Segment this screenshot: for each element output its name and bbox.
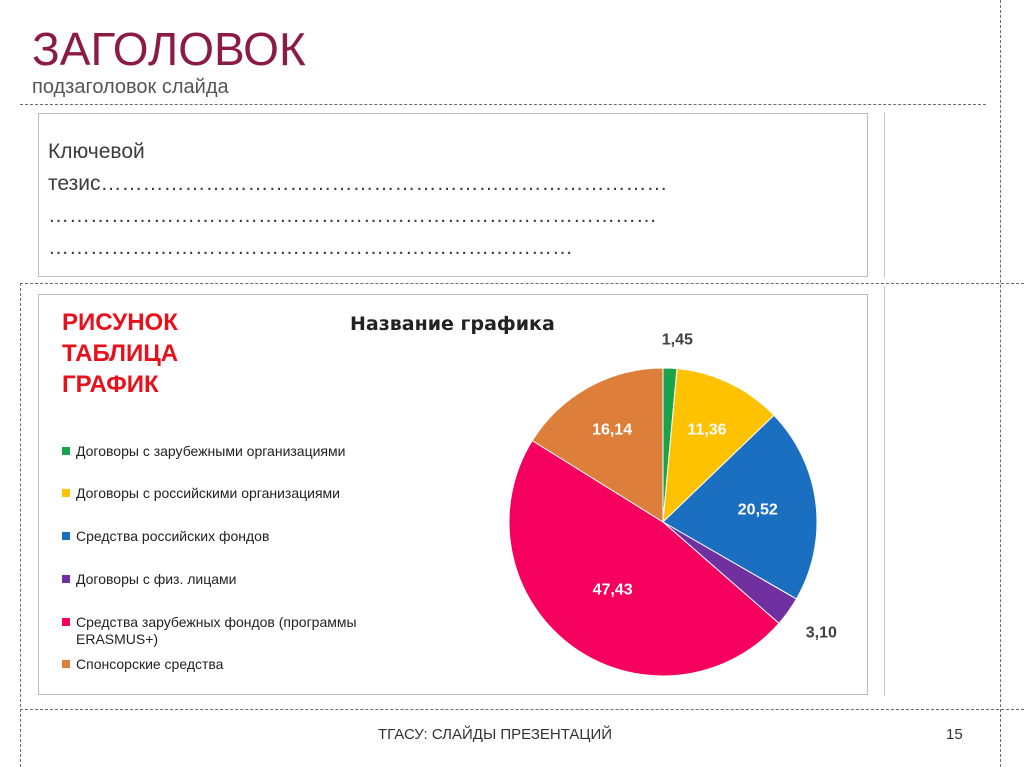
figure-tag-graph: ГРАФИК (62, 371, 159, 398)
pie-chart (490, 330, 850, 690)
guide-line-middle (20, 283, 1024, 284)
legend-label: Договоры с зарубежными организациями (76, 443, 346, 459)
pie-data-label: 3,10 (805, 624, 837, 642)
figure-tag-picture: РИСУНОК (62, 309, 178, 336)
legend-label: Спонсорские средства (76, 656, 224, 672)
legend-marker (62, 618, 70, 626)
pie-data-label: 16,14 (592, 421, 633, 439)
figure-tag-table: ТАБЛИЦА (62, 340, 179, 367)
legend-label: Средства российских фондов (76, 528, 270, 544)
footer-text: ТГАСУ: СЛАЙДЫ ПРЕЗЕНТАЦИЙ (378, 726, 613, 743)
content-column-edge-lower (884, 286, 885, 696)
pie-data-label: 11,36 (687, 421, 727, 439)
pie-data-label: 1,45 (661, 331, 693, 349)
thesis-text: Ключевой тезис……………………………………………………………………… …………………………………………………………………………… ………………………………………………………………… (48, 140, 668, 259)
pie-data-label: 47,43 (592, 581, 633, 599)
legend-label: Договоры с российскими организациями (76, 485, 340, 501)
legend-label: Договоры с физ. лицами (76, 571, 237, 587)
pie-data-label: 20,52 (737, 501, 778, 519)
page-number: 15 (946, 726, 963, 743)
legend-marker (62, 660, 70, 668)
chart-title: Название графика (350, 313, 555, 335)
slide-subtitle: подзаголовок слайда (32, 76, 229, 98)
guide-line-left-lower (20, 283, 21, 767)
content-column-edge (884, 112, 885, 278)
legend-label: Средства зарубежных фондов (программы ERASMUS+) (76, 614, 357, 647)
legend-marker (62, 447, 70, 455)
guide-line-footer (20, 709, 1024, 710)
guide-line-header (20, 104, 986, 105)
legend-marker (62, 575, 70, 583)
guide-line-right (1000, 0, 1001, 767)
legend-marker (62, 532, 70, 540)
slide-title: ЗАГОЛОВОК (32, 23, 306, 75)
legend-marker (62, 489, 70, 497)
